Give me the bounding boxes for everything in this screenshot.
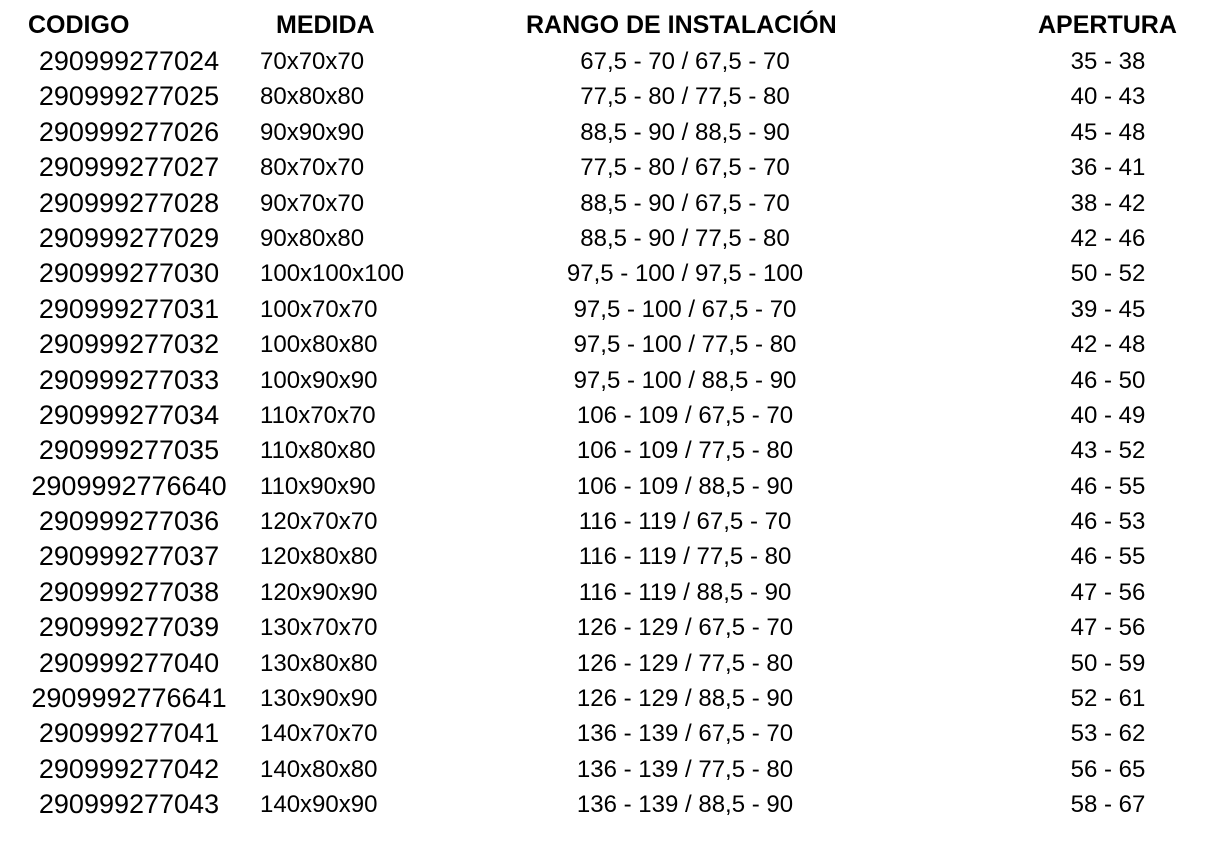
rango-cell: 97,5 - 100 / 97,5 - 100 — [566, 260, 804, 288]
codigo-cell: 290999277037 — [38, 541, 220, 572]
rango-cell: 136 - 139 / 67,5 - 70 — [576, 720, 794, 748]
apertura-cell: 46 - 55 — [1070, 543, 1146, 571]
header-rango-instalacion: RANGO DE INSTALACIÓN — [526, 11, 837, 39]
table-row — [0, 575, 1214, 610]
medida-cell: 80x80x80 — [260, 83, 365, 111]
table-row — [0, 433, 1214, 468]
codigo-cell: 290999277039 — [38, 612, 220, 643]
apertura-cell: 50 - 52 — [1070, 260, 1146, 288]
rango-cell: 77,5 - 80 / 67,5 - 70 — [580, 154, 790, 182]
codigo-cell: 2909992776641 — [31, 683, 227, 714]
table-row — [0, 646, 1214, 681]
apertura-cell: 47 - 56 — [1070, 578, 1146, 606]
table-row — [0, 610, 1214, 645]
medida-cell: 130x70x70 — [260, 614, 378, 642]
rango-cell: 106 - 109 / 67,5 - 70 — [576, 401, 794, 429]
rango-cell: 97,5 - 100 / 77,5 - 80 — [573, 331, 797, 359]
codigo-cell: 290999277033 — [38, 364, 220, 395]
table-row — [0, 44, 1214, 79]
rango-cell: 88,5 - 90 / 77,5 - 80 — [580, 224, 790, 252]
table-row — [0, 469, 1214, 504]
medida-cell: 80x70x70 — [260, 154, 365, 182]
rango-cell: 67,5 - 70 / 67,5 - 70 — [580, 48, 790, 75]
apertura-cell: 42 - 46 — [1070, 224, 1146, 252]
rango-cell: 136 - 139 / 88,5 - 90 — [576, 791, 794, 819]
medida-cell: 100x80x80 — [260, 331, 378, 359]
medida-cell: 100x90x90 — [260, 366, 378, 394]
table-row — [0, 256, 1214, 291]
codigo-cell: 290999277024 — [38, 46, 220, 76]
rango-cell: 106 - 109 / 88,5 - 90 — [576, 472, 794, 500]
table-row — [0, 150, 1214, 185]
rango-cell: 116 - 119 / 77,5 - 80 — [578, 543, 792, 571]
codigo-cell: 290999277042 — [38, 753, 220, 784]
rango-cell: 126 - 129 / 88,5 - 90 — [576, 685, 794, 713]
rango-cell: 126 - 129 / 67,5 - 70 — [576, 614, 794, 642]
codigo-cell: 290999277027 — [38, 152, 220, 183]
apertura-cell: 38 - 42 — [1070, 189, 1146, 217]
rango-cell: 116 - 119 / 67,5 - 70 — [578, 508, 792, 536]
medida-cell: 140x90x90 — [260, 791, 378, 819]
codigo-cell: 290999277041 — [38, 718, 220, 749]
codigo-cell: 290999277029 — [38, 222, 220, 253]
codigo-cell: 290999277032 — [38, 329, 220, 360]
apertura-cell: 45 - 48 — [1070, 118, 1146, 146]
table-row — [0, 398, 1214, 433]
table-row — [0, 115, 1214, 150]
apertura-cell: 46 - 53 — [1070, 508, 1146, 536]
apertura-cell: 42 - 48 — [1070, 331, 1146, 359]
codigo-cell: 290999277038 — [38, 576, 220, 607]
apertura-cell: 58 - 67 — [1070, 791, 1146, 819]
header-codigo: CODIGO — [28, 11, 130, 39]
apertura-cell: 39 - 45 — [1070, 295, 1146, 323]
medida-cell: 90x80x80 — [260, 224, 365, 252]
codigo-cell: 290999277040 — [38, 647, 220, 678]
medida-cell: 100x70x70 — [260, 295, 378, 323]
table-row — [0, 716, 1214, 751]
codigo-cell: 290999277035 — [38, 435, 220, 466]
medida-cell: 120x80x80 — [260, 543, 378, 571]
rango-cell: 97,5 - 100 / 67,5 - 70 — [573, 295, 797, 323]
apertura-cell: 47 - 56 — [1070, 614, 1146, 642]
medida-cell: 130x90x90 — [260, 685, 378, 713]
medida-cell: 110x90x90 — [260, 472, 376, 500]
apertura-cell: 43 - 52 — [1070, 437, 1146, 465]
medida-cell: 110x70x70 — [260, 401, 376, 429]
header-medida: MEDIDA — [276, 11, 375, 39]
apertura-cell: 40 - 49 — [1070, 401, 1146, 429]
table-row — [0, 539, 1214, 574]
codigo-cell: 290999277031 — [38, 293, 220, 324]
table-body — [0, 44, 1214, 823]
medida-cell: 70x70x70 — [260, 48, 365, 75]
table-row — [0, 787, 1214, 822]
table-row — [0, 327, 1214, 362]
medida-cell: 110x80x80 — [260, 437, 376, 465]
codigo-cell: 290999277036 — [38, 506, 220, 537]
rango-cell: 88,5 - 90 / 88,5 - 90 — [580, 118, 790, 146]
apertura-cell: 40 - 43 — [1070, 83, 1146, 111]
table-row — [0, 221, 1214, 256]
rango-cell: 126 - 129 / 77,5 - 80 — [576, 649, 794, 677]
apertura-cell: 46 - 55 — [1070, 472, 1146, 500]
codigo-cell: 290999277025 — [38, 81, 220, 112]
rango-cell: 106 - 109 / 77,5 - 80 — [576, 437, 794, 465]
table-row — [0, 79, 1214, 114]
rango-cell: 97,5 - 100 / 88,5 - 90 — [573, 366, 797, 394]
rango-cell: 136 - 139 / 77,5 - 80 — [576, 755, 794, 783]
table-row — [0, 363, 1214, 398]
header-apertura: APERTURA — [1038, 11, 1177, 39]
medida-cell: 120x90x90 — [260, 578, 378, 606]
apertura-cell: 53 - 62 — [1070, 720, 1146, 748]
apertura-cell: 52 - 61 — [1070, 685, 1146, 713]
rango-cell: 77,5 - 80 / 77,5 - 80 — [580, 83, 790, 111]
rango-cell: 88,5 - 90 / 67,5 - 70 — [580, 189, 790, 217]
codigo-cell: 290999277043 — [38, 789, 220, 820]
medida-cell: 90x70x70 — [260, 189, 365, 217]
table-row — [0, 752, 1214, 787]
codigo-cell: 290999277034 — [38, 399, 220, 430]
table-row — [0, 681, 1214, 716]
apertura-cell: 56 - 65 — [1070, 755, 1146, 783]
apertura-cell: 36 - 41 — [1070, 154, 1146, 182]
apertura-cell: 46 - 50 — [1070, 366, 1146, 394]
medida-cell: 120x70x70 — [260, 508, 378, 536]
apertura-cell: 50 - 59 — [1070, 649, 1146, 677]
medida-cell: 130x80x80 — [260, 649, 378, 677]
medida-cell: 140x70x70 — [260, 720, 378, 748]
table-row — [0, 186, 1214, 221]
table-row — [0, 504, 1214, 539]
codigo-cell: 290999277030 — [38, 258, 220, 289]
apertura-cell: 35 - 38 — [1070, 48, 1146, 75]
table-row — [0, 292, 1214, 327]
medida-cell: 140x80x80 — [260, 755, 378, 783]
medida-cell: 90x90x90 — [260, 118, 365, 146]
codigo-cell: 290999277026 — [38, 116, 220, 147]
rango-cell: 116 - 119 / 88,5 - 90 — [578, 578, 792, 606]
codigo-cell: 290999277028 — [38, 187, 220, 218]
medida-cell: 100x100x100 — [260, 260, 405, 288]
codigo-cell: 2909992776640 — [31, 470, 227, 501]
